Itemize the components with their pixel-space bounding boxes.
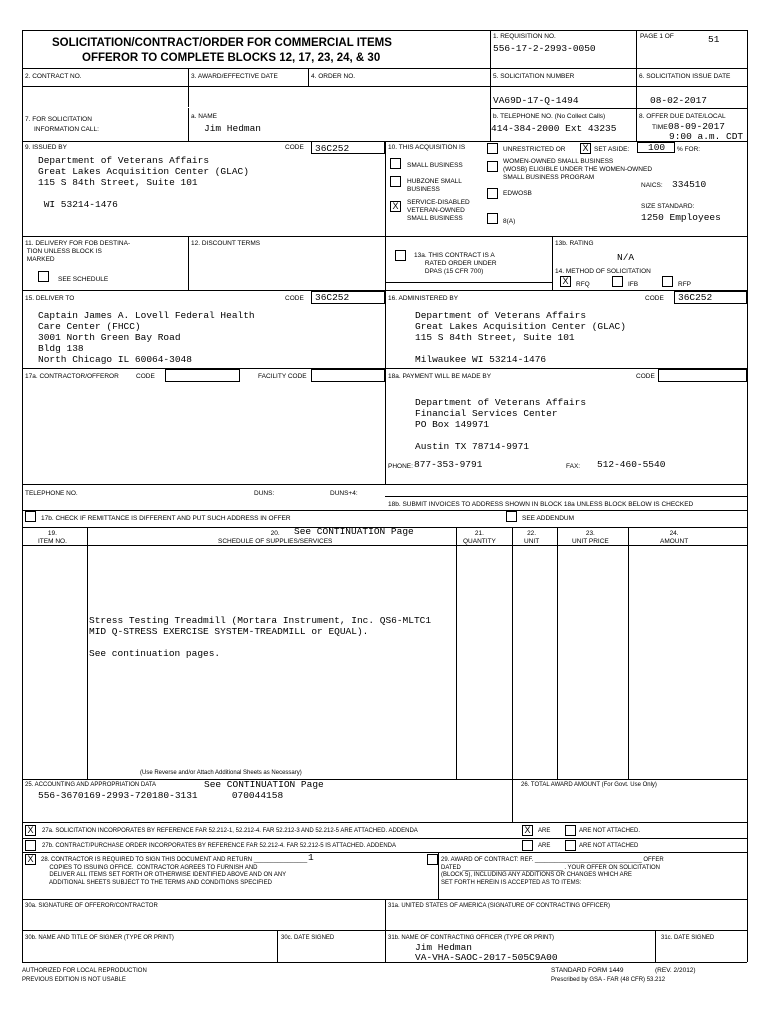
27a-checkbox[interactable]: X bbox=[25, 825, 36, 836]
deliver-to-code: 36C252 bbox=[315, 292, 350, 303]
deliver-to-label: 15. DELIVER TO bbox=[25, 295, 75, 302]
accounting-continuation: See CONTINUATION Page bbox=[204, 779, 324, 790]
hubzone-checkbox[interactable] bbox=[390, 176, 401, 187]
officer-date-signed-label: 31c. DATE SIGNED bbox=[661, 935, 715, 941]
27b-are-label: ARE bbox=[538, 843, 551, 849]
small-business-checkbox[interactable] bbox=[390, 158, 401, 169]
offer-time-label: TIME bbox=[652, 124, 668, 131]
page-label: PAGE 1 OF bbox=[640, 33, 674, 40]
wosb-checkbox[interactable] bbox=[487, 161, 498, 172]
solicitation-number-label: 5. SOLICITATION NUMBER bbox=[493, 73, 575, 80]
reproduction-note: AUTHORIZED FOR LOCAL REPRODUCTION bbox=[22, 968, 147, 974]
rated-order-checkbox[interactable] bbox=[395, 250, 406, 261]
rfq-label: RFQ bbox=[576, 281, 590, 288]
28-text: 28. CONTRACTOR IS REQUIRED TO SIGN THIS DOCUMENT AND RETURN ________________ COPIES TO ISSUING OFFICE. CONTRACTOR AGREES TO FURNISH AND DELIVER ALL ITEMS SET FORTH OR OTHERWISE IDENTIFIED ABOVE AND ON ANY ADDITIONAL SHEETS SUBJECT TO THE TERMS AND CONDITIONS SPECIFIED bbox=[41, 857, 308, 886]
requisition-value[interactable]: 556-17-2-2993-0050 bbox=[493, 43, 596, 54]
see-addendum-label: SEE ADDENDUM bbox=[522, 515, 575, 522]
prescribed-by: Prescribed by GSA - FAR (48 CFR) 53.212 bbox=[551, 977, 666, 983]
offeror-signature-label: 30a. SIGNATURE OF OFFEROR/CONTRACTOR bbox=[25, 903, 158, 909]
27a-label: 27a. SOLICITATION INCORPORATES BY REFERENCE FAR 52.212-1, 52.212-4. FAR 52.212-3 AND 52.212-5 ARE ATTACHED. ADDENDA bbox=[42, 828, 418, 834]
naics-label: NAICS: bbox=[641, 182, 663, 189]
27a-are-not-checkbox[interactable] bbox=[565, 825, 576, 836]
payment-fax-label: FAX: bbox=[566, 463, 581, 470]
col-quantity: 21. QUANTITY bbox=[463, 530, 496, 545]
27b-label: 27b. CONTRACT/PURCHASE ORDER INCORPORATES BY REFERENCE FAR 52.212-4. FAR 52.212-5 IS ATTACHED. ADDENDA bbox=[42, 843, 396, 849]
award-date-label: 3. AWARD/EFFECTIVE DATE bbox=[191, 73, 278, 80]
form-subtitle: OFFEROR TO COMPLETE BLOCKS 12, 17, 23, 24, & 30 bbox=[82, 52, 381, 64]
29-checkbox[interactable] bbox=[427, 854, 438, 865]
payment-phone: 877-353-9791 bbox=[414, 459, 483, 470]
issued-by-code-label: CODE bbox=[285, 144, 304, 151]
submit-invoices-label: 18b. SUBMIT INVOICES TO ADDRESS SHOWN IN BLOCK 18a UNLESS BLOCK BELOW IS CHECKED bbox=[388, 501, 694, 508]
edition-note: PREVIOUS EDITION IS NOT USABLE bbox=[22, 977, 126, 983]
duns-plus4-label: DUNS+4: bbox=[330, 490, 358, 497]
contracting-officer-label: 31b. NAME OF CONTRACTING OFFICER (TYPE OR PRINT) bbox=[388, 935, 555, 941]
facility-code-label: FACILITY CODE bbox=[258, 373, 307, 380]
accounting-label: 25. ACCOUNTING AND APPROPRIATION DATA bbox=[25, 782, 157, 788]
form-title: SOLICITATION/CONTRACT/ORDER FOR COMMERCIAL ITEMS bbox=[52, 37, 392, 49]
payment-address: Department of Veterans Affairs Financial Services Center PO Box 149971 Austin TX 78714-9971 bbox=[415, 397, 587, 452]
contractor-label: 17a. CONTRACTOR/OFFEROR bbox=[25, 373, 119, 380]
27b-checkbox[interactable] bbox=[25, 840, 36, 851]
see-addendum-checkbox[interactable] bbox=[506, 511, 517, 522]
administered-by-address: Department of Veterans Affairs Great Lakes Acquisition Center (GLAC) 115 S 84th Street, Suite 101 Milwaukee WI 53214-1476 bbox=[415, 310, 626, 365]
requisition-label: 1. REQUISITION NO. bbox=[493, 33, 556, 40]
contact-phone[interactable]: 414-384-2000 Ext 43235 bbox=[491, 123, 617, 134]
info-call-label-2: INFORMATION CALL: bbox=[34, 126, 99, 133]
contract-number: VA-VHA-SAOC-2017-505C9A00 bbox=[415, 952, 558, 963]
form-revision: (REV. 2/2012) bbox=[655, 967, 696, 974]
schedule-description: Stress Testing Treadmill (Mortara Instrument, Inc. QS6-MLTC1 MID Q-STRESS EXERCISE SYSTEM-TREADMILL or EQUAL). See continuation pages. bbox=[89, 615, 432, 659]
issued-by-code: 36C252 bbox=[315, 143, 350, 154]
contracting-officer-name: Jim Hedman bbox=[415, 942, 473, 953]
acquisition-label: 10. THIS ACQUISITION IS bbox=[388, 144, 466, 151]
edwosb-checkbox[interactable] bbox=[487, 188, 498, 199]
discount-terms-label: 12. DISCOUNT TERMS bbox=[191, 240, 261, 247]
contractor-telephone-label: TELEPHONE NO. bbox=[25, 490, 78, 497]
deliver-to-code-label: CODE bbox=[285, 295, 304, 302]
duns-label: DUNS: bbox=[254, 490, 275, 497]
total-award-label: 26. TOTAL AWARD AMOUNT (For Govt. Use Only) bbox=[521, 782, 657, 788]
col-unit: 22. UNIT bbox=[524, 530, 540, 545]
remittance-label: 17b. CHECK IF REMITTANCE IS DIFFERENT AND PUT SUCH ADDRESS IN OFFER bbox=[41, 515, 291, 522]
see-schedule-checkbox[interactable] bbox=[38, 271, 49, 282]
form-number: STANDARD FORM 1449 bbox=[551, 967, 624, 974]
27a-are-checkbox[interactable]: X bbox=[522, 825, 533, 836]
percent-for-label: % FOR: bbox=[677, 146, 701, 153]
solicitation-method-label: 14. METHOD OF SOLICITATION bbox=[555, 268, 651, 275]
naics-code[interactable]: 334510 bbox=[672, 179, 707, 190]
27b-are-checkbox[interactable] bbox=[522, 840, 533, 851]
payment-phone-label: PHONE: bbox=[388, 463, 413, 470]
facility-code-box[interactable] bbox=[311, 369, 385, 382]
payment-fax: 512-460-5540 bbox=[597, 459, 666, 470]
set-aside-label: SET ASIDE: bbox=[594, 146, 630, 153]
page-count: 51 bbox=[708, 34, 720, 45]
27b-are-not-checkbox[interactable] bbox=[565, 840, 576, 851]
issue-date[interactable]: 08-02-2017 bbox=[650, 95, 708, 106]
col-item-no: 19. ITEM NO. bbox=[38, 530, 67, 545]
issue-date-label: 6. SOLICITATION ISSUE DATE bbox=[639, 73, 731, 80]
delivery-fob-label: 11. DELIVERY FOR FOB DESTINA- TION UNLESS BLOCK IS MARKED bbox=[25, 240, 131, 263]
date-signed-label: 30c. DATE SIGNED bbox=[281, 935, 335, 941]
payment-code-label: CODE bbox=[636, 373, 655, 380]
rating-label: 13b. RATING bbox=[555, 240, 594, 247]
administered-by-code-label: CODE bbox=[645, 295, 664, 302]
sdvosb-checkbox[interactable]: X bbox=[390, 201, 401, 212]
offer-due-time[interactable]: 9:00 a.m. CDT bbox=[669, 131, 744, 142]
set-aside-checkbox[interactable]: X bbox=[580, 143, 591, 154]
solicitation-number[interactable]: VA69D-17-Q-1494 bbox=[493, 95, 579, 106]
issued-by-address: Department of Veterans Affairs Great Lakes Acquisition Center (GLAC) 115 S 84th Street, Suite 101 WI 53214-1476 bbox=[38, 155, 249, 210]
col-schedule: 20. SCHEDULE OF SUPPLIES/SERVICES bbox=[218, 530, 333, 545]
name-label: a. NAME bbox=[191, 113, 218, 120]
edwosb-label: EDWOSB bbox=[503, 190, 532, 197]
29-text: 29. AWARD OF CONTRACT: REF. ________________________________ OFFER DATED ______________________________ . YOUR OFFER ON SOLICITATION (BLOCK 5), INCLUDING ANY ADDITIONS OR CHANGES WHICH ARE SET FORTH HEREIN IS ACCEPTED AS TO ITEMS: bbox=[441, 857, 664, 886]
eight-a-checkbox[interactable] bbox=[487, 213, 498, 224]
wosb-label: WOMEN-OWNED SMALL BUSINESS (WOSB) ELIGIBLE UNDER THE WOMEN-OWNED SMALL BUSINESS PROGRAM bbox=[503, 158, 653, 181]
deliver-to-address: Captain James A. Lovell Federal Health Care Center (FHCC) 3001 North Green Bay Road Bldg 138 North Chicago IL 60064-3048 bbox=[38, 310, 255, 365]
info-call-label: 7. FOR SOLICITATION bbox=[25, 116, 92, 123]
size-standard-label: SIZE STANDARD: bbox=[641, 203, 695, 210]
28-copies[interactable]: 1 bbox=[308, 852, 314, 863]
payment-code-box[interactable] bbox=[658, 369, 747, 382]
ifb-checkbox[interactable] bbox=[612, 276, 623, 287]
unrestricted-label: UNRESTRICTED OR bbox=[503, 146, 566, 153]
col-amount: 24. AMOUNT bbox=[660, 530, 689, 545]
ifb-label: IFB bbox=[628, 281, 639, 288]
27b-are-not-label: ARE NOT ATTACHED bbox=[579, 843, 639, 849]
order-no-label: 4. ORDER NO. bbox=[311, 73, 356, 80]
govt-signature-label: 31a. UNITED STATES OF AMERICA (SIGNATURE OF CONTRACTING OFFICER) bbox=[388, 903, 611, 909]
contractor-code-box[interactable] bbox=[165, 369, 240, 382]
rating-value[interactable]: N/A bbox=[617, 252, 635, 263]
accounting-data[interactable]: 556-3670169-2993-720180-3131 070044158 bbox=[38, 790, 284, 801]
small-business-label: SMALL BUSINESS bbox=[407, 162, 463, 169]
contractor-code-label: CODE bbox=[136, 373, 155, 380]
signer-name-label: 30b. NAME AND TITLE OF SIGNER (TYPE OR PRINT) bbox=[25, 935, 174, 941]
offer-due-label: 8. OFFER DUE DATE/LOCAL bbox=[639, 113, 726, 120]
28-checkbox[interactable]: X bbox=[25, 854, 36, 865]
contract-no-label: 2. CONTRACT NO. bbox=[25, 73, 82, 80]
administered-by-label: 16. ADMINISTERED BY bbox=[388, 295, 459, 302]
issued-by-label: 9. ISSUED BY bbox=[25, 144, 67, 151]
payment-label: 18a. PAYMENT WILL BE MADE BY bbox=[388, 373, 492, 380]
administered-by-code: 36C252 bbox=[678, 292, 713, 303]
contact-name[interactable]: Jim Hedman bbox=[204, 123, 262, 134]
hubzone-label: HUBZONE SMALL BUSINESS bbox=[407, 178, 462, 193]
see-schedule-label: SEE SCHEDULE bbox=[58, 276, 109, 283]
schedule-continuation: See CONTINUATION Page bbox=[294, 526, 414, 537]
rated-order-label: 13a. THIS CONTRACT IS A RATED ORDER UNDER DPAS (15 CFR 700) bbox=[414, 252, 497, 275]
27a-are-label: ARE bbox=[538, 828, 551, 834]
rfp-checkbox[interactable] bbox=[662, 276, 673, 287]
sdvosb-label: SERVICE-DISABLED VETERAN-OWNED SMALL BUSINESS bbox=[407, 199, 470, 222]
rfq-checkbox[interactable]: X bbox=[560, 276, 571, 287]
set-aside-percent: 100 bbox=[648, 142, 666, 153]
telephone-label: b. TELEPHONE NO. (No Collect Calls) bbox=[493, 113, 606, 120]
27a-are-not-label: ARE NOT ATTACHED. bbox=[579, 828, 641, 834]
size-standard[interactable]: 1250 Employees bbox=[641, 212, 721, 223]
rfp-label: RFP bbox=[678, 281, 691, 288]
eight-a-label: 8(A) bbox=[503, 218, 516, 225]
reverse-note: (Use Reverse and/or Attach Additional Sheets as Necessary) bbox=[140, 770, 302, 776]
col-unit-price: 23. UNIT PRICE bbox=[572, 530, 609, 545]
offer-due-date[interactable]: 08-09-2017 bbox=[668, 121, 726, 132]
unrestricted-checkbox[interactable] bbox=[487, 143, 498, 154]
remittance-checkbox[interactable] bbox=[25, 511, 36, 522]
